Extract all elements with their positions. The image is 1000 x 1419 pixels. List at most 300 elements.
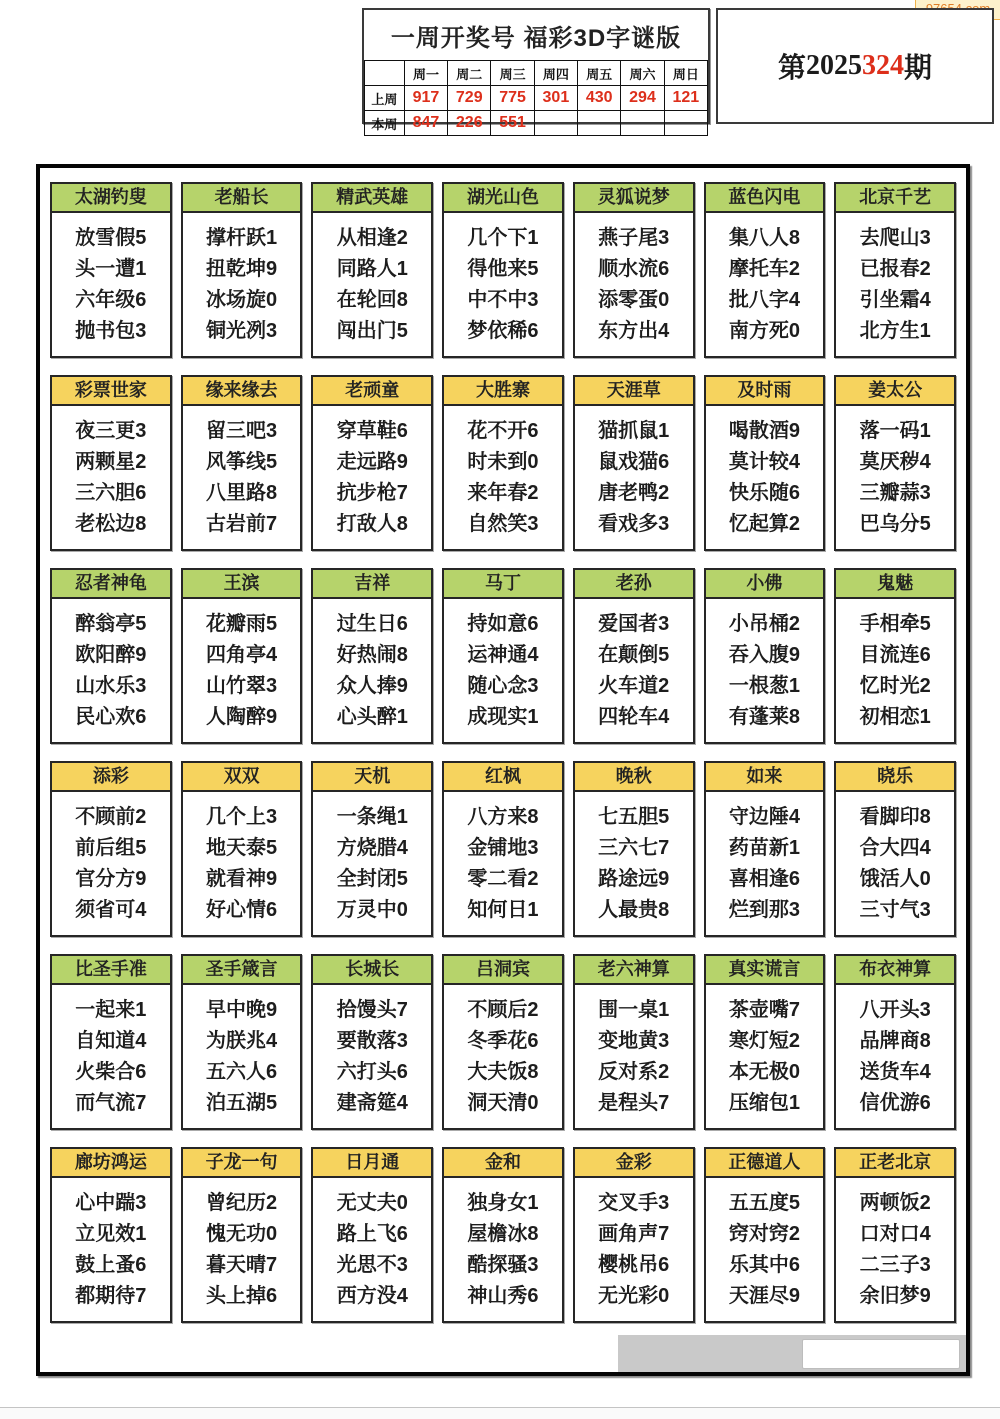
card-body — [706, 406, 824, 549]
day-header-cell: 周日 — [664, 61, 707, 86]
riddle-line: 留三吧3 — [206, 419, 278, 442]
card-title: 大胜寨 — [444, 377, 562, 406]
riddle-card — [573, 375, 695, 551]
riddle-card — [834, 1147, 956, 1323]
riddle-line: 来年春2 — [467, 481, 539, 504]
riddle-line: 八方来8 — [467, 805, 539, 828]
riddle-line: 冬季花6 — [467, 1029, 539, 1052]
riddle-card — [704, 1147, 826, 1323]
day-header-cell: 周一 — [404, 61, 447, 86]
card-title: 正老北京 — [836, 1149, 954, 1178]
riddle-line: 神山秀6 — [467, 1284, 539, 1307]
riddle-card — [50, 182, 172, 358]
riddle-card — [311, 954, 433, 1130]
riddle-line: 在轮回8 — [336, 288, 408, 311]
riddle-line: 猫抓鼠1 — [598, 419, 670, 442]
riddle-card — [704, 375, 826, 551]
card-body — [836, 599, 954, 742]
riddle-line: 成现实1 — [467, 705, 539, 728]
riddle-card — [50, 1147, 172, 1323]
riddle-line: 有蓬莱8 — [728, 705, 800, 728]
riddle-line: 须省可4 — [75, 898, 147, 921]
card-body — [444, 985, 562, 1128]
card-body — [313, 599, 431, 742]
riddle-line: 火车道2 — [598, 674, 670, 697]
riddle-line: 一起来1 — [75, 998, 147, 1021]
riddle-line: 反对系2 — [598, 1060, 670, 1083]
draw-number-cell — [534, 111, 577, 136]
issue-year: 2025 — [806, 50, 862, 81]
embedded-control-thumb[interactable] — [802, 1339, 960, 1369]
riddle-line: 口对口4 — [859, 1222, 931, 1245]
riddle-line: 老松边8 — [75, 512, 147, 535]
riddle-line: 添零蛋0 — [598, 288, 670, 311]
riddle-line: 屋檐冰8 — [467, 1222, 539, 1245]
riddle-card — [704, 568, 826, 744]
riddle-line: 花瓣雨5 — [206, 612, 278, 635]
riddle-cards-panel — [36, 164, 970, 1376]
riddle-line: 放雪假5 — [75, 226, 147, 249]
card-body — [444, 213, 562, 356]
card-title: 圣手箴言 — [183, 956, 301, 985]
riddle-card — [50, 761, 172, 937]
riddle-line: 落一码1 — [859, 419, 931, 442]
riddle-line: 夜三更3 — [75, 419, 147, 442]
riddle-line: 路上飞6 — [336, 1222, 408, 1245]
card-body — [575, 985, 693, 1128]
riddle-line: 早中晚9 — [206, 998, 278, 1021]
riddle-line: 无光彩0 — [598, 1284, 670, 1307]
table-corner-cell — [365, 61, 405, 86]
riddle-card — [311, 761, 433, 937]
riddle-line: 拾馒头7 — [336, 998, 408, 1021]
card-body — [52, 406, 170, 549]
card-body — [836, 406, 954, 549]
riddle-line: 三寸气3 — [859, 898, 931, 921]
riddle-line: 泊五湖5 — [206, 1091, 278, 1114]
riddle-line: 鼠戏猫6 — [598, 450, 670, 473]
issue-number-box — [716, 8, 994, 124]
riddle-line: 变地黄3 — [598, 1029, 670, 1052]
issue-prefix: 第 — [777, 53, 806, 84]
riddle-line: 天涯尽9 — [728, 1284, 800, 1307]
riddle-card — [442, 375, 564, 551]
card-title: 小佛 — [706, 570, 824, 599]
riddle-line: 本无极0 — [728, 1060, 800, 1083]
riddle-line: 围一桌1 — [598, 998, 670, 1021]
riddle-line: 抗步枪7 — [336, 481, 408, 504]
card-title: 马丁 — [444, 570, 562, 599]
riddle-line: 在颠倒5 — [598, 643, 670, 666]
riddle-line: 小吊桶2 — [728, 612, 800, 635]
riddle-line: 唐老鸭2 — [598, 481, 670, 504]
card-title: 老六神算 — [575, 956, 693, 985]
riddle-line: 余旧梦9 — [859, 1284, 931, 1307]
card-body — [836, 792, 954, 935]
card-body — [183, 599, 301, 742]
riddle-line: 方烧腊4 — [336, 836, 408, 859]
riddle-line: 六打头6 — [336, 1060, 408, 1083]
embedded-control-track[interactable] — [618, 1335, 966, 1372]
riddle-line: 走远路9 — [336, 450, 408, 473]
riddle-line: 火柴合6 — [75, 1060, 147, 1083]
week-row-label: 本周 — [365, 111, 405, 136]
riddle-line: 吞入腹9 — [728, 643, 800, 666]
card-body — [706, 1178, 824, 1321]
card-body — [575, 599, 693, 742]
card-title: 北京千艺 — [836, 184, 954, 213]
riddle-line: 窍对窍2 — [728, 1222, 800, 1245]
card-title: 金彩 — [575, 1149, 693, 1178]
riddle-line: 全封闭5 — [336, 867, 408, 890]
riddle-line: 去爬山3 — [859, 226, 931, 249]
card-body — [575, 406, 693, 549]
card-body — [836, 213, 954, 356]
weekly-draws-panel — [362, 8, 710, 132]
card-title: 晓乐 — [836, 763, 954, 792]
riddle-line: 中不中3 — [467, 288, 539, 311]
riddle-line: 独身女1 — [467, 1191, 539, 1214]
riddle-line: 南方死0 — [728, 319, 800, 342]
riddle-line: 四轮车4 — [598, 705, 670, 728]
riddle-card — [704, 182, 826, 358]
riddle-line: 欧阳醉9 — [75, 643, 147, 666]
riddle-line: 西方没4 — [336, 1284, 408, 1307]
riddle-line: 随心念3 — [467, 674, 539, 697]
card-body — [183, 985, 301, 1128]
riddle-line: 手相牵5 — [859, 612, 931, 635]
riddle-line: 好心情6 — [206, 898, 278, 921]
day-header-cell: 周三 — [491, 61, 534, 86]
riddle-card — [573, 761, 695, 937]
riddle-card — [311, 182, 433, 358]
card-title: 长城长 — [313, 956, 431, 985]
draw-number-cell: 301 — [534, 86, 577, 111]
riddle-card — [311, 375, 433, 551]
draw-number-cell: 430 — [578, 86, 621, 111]
riddle-line: 而气流7 — [75, 1091, 147, 1114]
riddle-line: 信优游6 — [859, 1091, 931, 1114]
card-title: 日月通 — [313, 1149, 431, 1178]
riddle-card — [181, 182, 303, 358]
card-body — [444, 406, 562, 549]
riddle-line: 要散落3 — [336, 1029, 408, 1052]
riddle-line: 心中踹3 — [75, 1191, 147, 1214]
draw-number-cell: 294 — [621, 86, 664, 111]
riddle-line: 烂到那3 — [728, 898, 800, 921]
card-body — [444, 599, 562, 742]
riddle-line: 穿草鞋6 — [336, 419, 408, 442]
card-body — [52, 792, 170, 935]
issue-period: 324 — [862, 50, 904, 81]
riddle-line: 心头醉1 — [336, 705, 408, 728]
riddle-line: 寒灯短2 — [728, 1029, 800, 1052]
riddle-card — [704, 954, 826, 1130]
card-title: 红枫 — [444, 763, 562, 792]
riddle-line: 风筝线5 — [206, 450, 278, 473]
riddle-card — [181, 375, 303, 551]
riddle-line: 愧无功0 — [206, 1222, 278, 1245]
riddle-line: 零二看2 — [467, 867, 539, 890]
riddle-line: 官分方9 — [75, 867, 147, 890]
riddle-line: 一条绳1 — [336, 805, 408, 828]
riddle-line: 品牌商8 — [859, 1029, 931, 1052]
card-body — [183, 1178, 301, 1321]
card-title: 王滨 — [183, 570, 301, 599]
riddle-line: 众人捧9 — [336, 674, 408, 697]
card-body — [52, 599, 170, 742]
card-title: 及时雨 — [706, 377, 824, 406]
riddle-line: 不顾后2 — [467, 998, 539, 1021]
card-title: 灵狐说梦 — [575, 184, 693, 213]
riddle-line: 酷探骚3 — [467, 1253, 539, 1276]
card-body — [183, 213, 301, 356]
card-title: 子龙一句 — [183, 1149, 301, 1178]
riddle-line: 看脚印8 — [859, 805, 931, 828]
card-body — [706, 792, 824, 935]
riddle-line: 莫厌秽4 — [859, 450, 931, 473]
riddle-line: 光思不3 — [336, 1253, 408, 1276]
card-body — [575, 792, 693, 935]
riddle-card — [442, 761, 564, 937]
riddle-line: 持如意6 — [467, 612, 539, 635]
draw-number-cell: 775 — [491, 86, 534, 111]
riddle-line: 铜光冽3 — [206, 319, 278, 342]
draw-number-cell: 551 — [491, 111, 534, 136]
riddle-line: 两颗星2 — [75, 450, 147, 473]
card-body — [836, 1178, 954, 1321]
card-body — [575, 213, 693, 356]
riddle-line: 山竹翠3 — [206, 674, 278, 697]
card-body — [313, 406, 431, 549]
card-title: 精武英雄 — [313, 184, 431, 213]
card-body — [313, 985, 431, 1128]
riddle-card — [442, 1147, 564, 1323]
riddle-line: 三六胆6 — [75, 481, 147, 504]
riddle-line: 二三子3 — [859, 1253, 931, 1276]
riddle-line: 已报春2 — [859, 257, 931, 280]
card-body — [313, 1178, 431, 1321]
riddle-card — [834, 182, 956, 358]
riddle-line: 爱国者3 — [598, 612, 670, 635]
card-title: 真实谎言 — [706, 956, 824, 985]
draw-number-cell — [621, 111, 664, 136]
riddle-line: 无丈夫0 — [336, 1191, 408, 1214]
draw-number-cell: 847 — [404, 111, 447, 136]
riddle-line: 知何日1 — [467, 898, 539, 921]
riddle-line: 地天泰5 — [206, 836, 278, 859]
riddle-card — [311, 568, 433, 744]
card-body — [706, 985, 824, 1128]
draw-number-cell: 226 — [448, 111, 491, 136]
riddle-line: 花不开6 — [467, 419, 539, 442]
riddle-card — [181, 954, 303, 1130]
page-bottom-edge — [0, 1407, 1000, 1419]
card-title: 晚秋 — [575, 763, 693, 792]
day-header-cell: 周五 — [578, 61, 621, 86]
day-header-cell: 周二 — [448, 61, 491, 86]
riddle-line: 八开头3 — [859, 998, 931, 1021]
draw-number-cell — [664, 111, 707, 136]
issue-suffix: 期 — [904, 53, 933, 84]
riddle-line: 北方生1 — [859, 319, 931, 342]
riddle-line: 时未到0 — [467, 450, 539, 473]
riddle-line: 六年级6 — [75, 288, 147, 311]
riddle-line: 压缩包1 — [728, 1091, 800, 1114]
riddle-line: 头一遭1 — [75, 257, 147, 280]
riddle-line: 送货车4 — [859, 1060, 931, 1083]
card-body — [52, 213, 170, 356]
riddle-line: 人最贵8 — [598, 898, 670, 921]
card-body — [313, 213, 431, 356]
riddle-line: 五六人6 — [206, 1060, 278, 1083]
riddle-card — [311, 1147, 433, 1323]
riddle-line: 饿活人0 — [859, 867, 931, 890]
riddle-line: 为朕兆4 — [206, 1029, 278, 1052]
riddle-line: 扭乾坤9 — [206, 257, 278, 280]
riddle-line: 鼓上蚤6 — [75, 1253, 147, 1276]
riddle-line: 茶壶嘴7 — [728, 998, 800, 1021]
riddle-line: 同路人1 — [336, 257, 408, 280]
riddle-line: 摩托车2 — [728, 257, 800, 280]
riddle-line: 山水乐3 — [75, 674, 147, 697]
riddle-line: 四角亭4 — [206, 643, 278, 666]
riddle-line: 立见效1 — [75, 1222, 147, 1245]
riddle-line: 古岩前7 — [206, 512, 278, 535]
card-title: 双双 — [183, 763, 301, 792]
riddle-line: 过生日6 — [336, 612, 408, 635]
draw-number-cell: 917 — [404, 86, 447, 111]
riddle-line: 曾纪历2 — [206, 1191, 278, 1214]
riddle-line: 七五胆5 — [598, 805, 670, 828]
riddle-line: 东方出4 — [598, 319, 670, 342]
riddle-line: 药苗新1 — [728, 836, 800, 859]
card-body — [444, 1178, 562, 1321]
card-title: 添彩 — [52, 763, 170, 792]
riddle-card — [834, 761, 956, 937]
card-title: 鬼魅 — [836, 570, 954, 599]
riddle-line: 忆时光2 — [859, 674, 931, 697]
riddle-line: 喝散酒9 — [728, 419, 800, 442]
day-header-cell: 周四 — [534, 61, 577, 86]
card-title: 老船长 — [183, 184, 301, 213]
riddle-line: 得他来5 — [467, 257, 539, 280]
riddle-line: 莫计较4 — [728, 450, 800, 473]
riddle-line: 交叉手3 — [598, 1191, 670, 1214]
card-body — [183, 406, 301, 549]
card-title: 蓝色闪电 — [706, 184, 824, 213]
riddle-line: 快乐随6 — [728, 481, 800, 504]
draw-number-cell: 121 — [664, 86, 707, 111]
riddle-line: 樱桃吊6 — [598, 1253, 670, 1276]
riddle-line: 头上掉6 — [206, 1284, 278, 1307]
riddle-card — [181, 761, 303, 937]
riddle-line: 闯出门5 — [336, 319, 408, 342]
card-title: 金和 — [444, 1149, 562, 1178]
weekly-numbers-table — [364, 60, 708, 136]
card-title: 彩票世家 — [52, 377, 170, 406]
riddle-card — [573, 568, 695, 744]
riddle-line: 三瓣蒜3 — [859, 481, 931, 504]
riddle-line: 好热闹8 — [336, 643, 408, 666]
riddle-line: 乐其中6 — [728, 1253, 800, 1276]
card-body — [313, 792, 431, 935]
riddle-line: 看戏多3 — [598, 512, 670, 535]
riddle-line: 万灵中0 — [336, 898, 408, 921]
riddle-card — [50, 568, 172, 744]
card-body — [706, 599, 824, 742]
card-title: 老孙 — [575, 570, 693, 599]
card-title: 天机 — [313, 763, 431, 792]
card-title: 正德道人 — [706, 1149, 824, 1178]
riddle-line: 暮天晴7 — [206, 1253, 278, 1276]
riddle-line: 合大四4 — [859, 836, 931, 859]
riddle-line: 打敌人8 — [336, 512, 408, 535]
card-title: 布衣神算 — [836, 956, 954, 985]
riddle-line: 目流连6 — [859, 643, 931, 666]
riddle-card — [834, 375, 956, 551]
riddle-card — [442, 568, 564, 744]
card-title: 姜太公 — [836, 377, 954, 406]
card-body — [444, 792, 562, 935]
riddle-line: 是程头7 — [598, 1091, 670, 1114]
riddle-line: 洞天清0 — [467, 1091, 539, 1114]
riddle-line: 八里路8 — [206, 481, 278, 504]
card-body — [183, 792, 301, 935]
riddle-card — [50, 375, 172, 551]
riddle-line: 金铺地3 — [467, 836, 539, 859]
riddle-line: 路途远9 — [598, 867, 670, 890]
card-body — [706, 213, 824, 356]
card-title: 廊坊鸿运 — [52, 1149, 170, 1178]
riddle-card — [50, 954, 172, 1130]
riddle-line: 撑杆跃1 — [206, 226, 278, 249]
riddle-card — [573, 954, 695, 1130]
card-body — [575, 1178, 693, 1321]
riddle-line: 喜相逢6 — [728, 867, 800, 890]
riddle-line: 人陶醉9 — [206, 705, 278, 728]
riddle-card — [573, 1147, 695, 1323]
draw-number-cell — [578, 111, 621, 136]
riddle-line: 自知道4 — [75, 1029, 147, 1052]
riddle-line: 守边陲4 — [728, 805, 800, 828]
riddle-line: 抛书包3 — [75, 319, 147, 342]
card-title: 太湖钓叟 — [52, 184, 170, 213]
riddle-line: 五五度5 — [728, 1191, 800, 1214]
card-title: 吕洞宾 — [444, 956, 562, 985]
riddle-card — [573, 182, 695, 358]
draw-number-cell: 729 — [448, 86, 491, 111]
riddle-line: 巴乌分5 — [859, 512, 931, 535]
riddle-card — [181, 568, 303, 744]
riddle-line: 前后组5 — [75, 836, 147, 859]
card-title: 老顽童 — [313, 377, 431, 406]
riddle-line: 初相恋1 — [859, 705, 931, 728]
riddle-line: 醉翁亭5 — [75, 612, 147, 635]
weekly-panel-title: 一周开奖号 福彩3D字谜版 — [390, 25, 682, 52]
riddle-line: 画角声7 — [598, 1222, 670, 1245]
riddle-card — [834, 954, 956, 1130]
riddle-line: 一根葱1 — [728, 674, 800, 697]
riddle-line: 几个下1 — [467, 226, 539, 249]
riddle-line: 几个上3 — [206, 805, 278, 828]
card-title: 比圣手准 — [52, 956, 170, 985]
cards-grid — [50, 182, 956, 1323]
riddle-card — [181, 1147, 303, 1323]
riddle-line: 顺水流6 — [598, 257, 670, 280]
riddle-line: 运神通4 — [467, 643, 539, 666]
card-body — [52, 1178, 170, 1321]
